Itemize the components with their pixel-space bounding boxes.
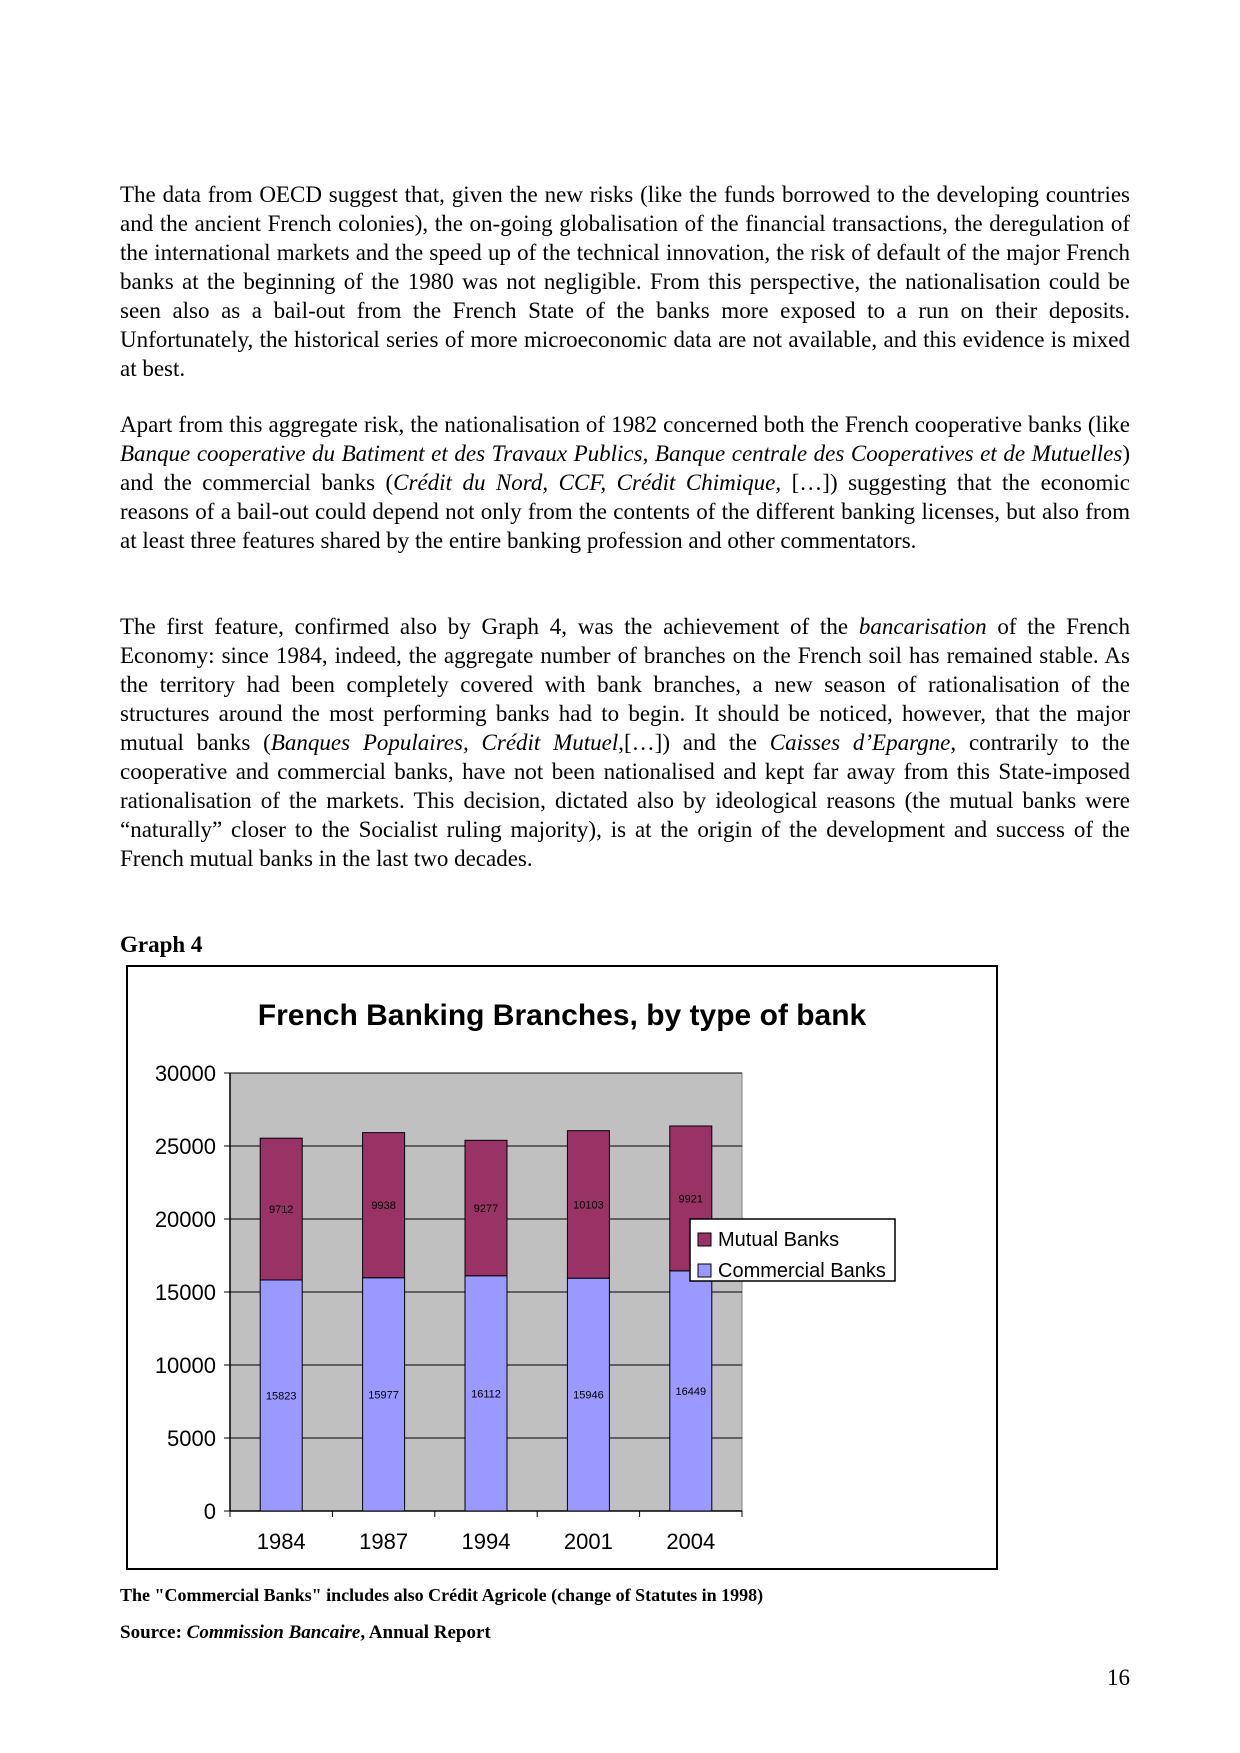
data-label: 9277	[473, 1203, 499, 1216]
bar-chart	[128, 967, 996, 1568]
graph-label: Graph 4	[120, 932, 203, 957]
data-label: 9938	[371, 1200, 396, 1213]
text-run: contrarily to the cooperative and commercial banks, have not been nationalised and kept far away from this State-imposed rationalisation of the markets. This decision, dictated also by ideological reasons (the mutual banks were “naturally” closer to the Socialist ruling majority), is at the origin of the development and success of the French mutual banks in the last two decades.	[120, 730, 1130, 871]
italic-run: Banques Populaires, Crédit Mutuel	[270, 730, 619, 755]
chart-frame	[126, 965, 998, 1570]
data-label: 16449	[675, 1385, 707, 1398]
text-run: Apart from this aggregate risk, the nationalisation of 1982 concerned both the French cooperative banks (like	[120, 412, 1130, 437]
italic-run: Crédit du Nord, CCF, Crédit Chimique,	[393, 470, 782, 495]
x-tick-label: 2004	[666, 1529, 716, 1554]
text-run: The first feature, confirmed also by Graph 4, was the achievement of the	[120, 614, 859, 639]
y-tick-label: 30000	[154, 1061, 216, 1086]
legend-swatch	[698, 1233, 711, 1246]
italic-run: Banque cooperative du Batiment et des Travaux Publics, Banque centrale des Cooperatives et de Mutuelles	[120, 441, 1123, 466]
y-tick-label: 5000	[167, 1426, 216, 1451]
data-label: 10103	[573, 1199, 604, 1212]
chart-title: French Banking Branches, by type of bank	[257, 999, 867, 1032]
y-tick-label: 0	[203, 1499, 216, 1524]
text-run: ) and the commercial banks (	[120, 441, 1130, 495]
data-label: 16112	[471, 1388, 501, 1401]
data-label: 15977	[368, 1389, 399, 1402]
y-tick-label: 15000	[154, 1280, 216, 1305]
text-run: […]) suggesting that the economic reasons of a bail-out could depend not only from the contents of the different banking licenses, but also from at least three features shared by the entire banking profession and other commentators.	[120, 470, 1130, 553]
paragraph-bancarisation	[120, 612, 1130, 873]
y-tick-label: 25000	[154, 1134, 216, 1159]
data-label: 9921	[678, 1193, 704, 1206]
legend-label: Mutual Banks	[718, 1229, 840, 1251]
text-run: of the French Economy: since 1984, indeed, the aggregate number of branches on the French soil has remained stable. As the territory had been completely covered with bank branches, a new season of rationalisation of the structures around the most performing banks had to begin. It should be noticed, however, that the major mutual banks (	[120, 614, 1130, 755]
data-label: 9712	[268, 1204, 294, 1217]
page-number: 16	[1107, 1665, 1130, 1690]
legend-label: Commercial Banks	[718, 1260, 886, 1282]
source-suffix: , Annual Report	[360, 1622, 491, 1643]
x-tick-label: 1994	[461, 1529, 511, 1554]
x-tick-label: 1984	[256, 1529, 306, 1554]
italic-run: Caisses d’Epargne,	[769, 730, 957, 755]
x-tick-label: 1987	[359, 1529, 409, 1554]
chart-note: The "Commercial Banks" includes also Crédit Agricole (change of Statutes in 1998)	[120, 1585, 764, 1605]
paragraph-nationalisation-1982	[120, 410, 1130, 555]
text-run: ,[…]) and the	[618, 730, 770, 755]
source-label: Source:	[120, 1622, 187, 1643]
chart-source	[120, 1622, 491, 1644]
x-tick-label: 2001	[563, 1529, 613, 1554]
legend-swatch	[698, 1264, 711, 1277]
data-label: 15823	[265, 1390, 297, 1403]
y-tick-label: 10000	[154, 1353, 216, 1378]
data-label: 15946	[573, 1389, 604, 1402]
source-name: Commission Bancaire	[186, 1622, 361, 1643]
paragraph-oecd-risk: The data from OECD suggest that, given the new risks (like the funds borrowed to the developing countries and the ancient French colonies), the on-going globalisation of the financial transactions, the deregulation of the international markets and the speed up of the technical innovation, the risk of default of the major French banks at the beginning of the 1980 was not negligible. From this perspective, the nationalisation could be seen also as a bail-out from the French State of the banks more exposed to a run on their deposits. Unfortunately, the historical series of more microeconomic data are not available, and this evidence is mixed at best.	[120, 182, 1130, 381]
y-tick-label: 20000	[154, 1207, 216, 1232]
italic-run: bancarisation	[858, 614, 987, 639]
